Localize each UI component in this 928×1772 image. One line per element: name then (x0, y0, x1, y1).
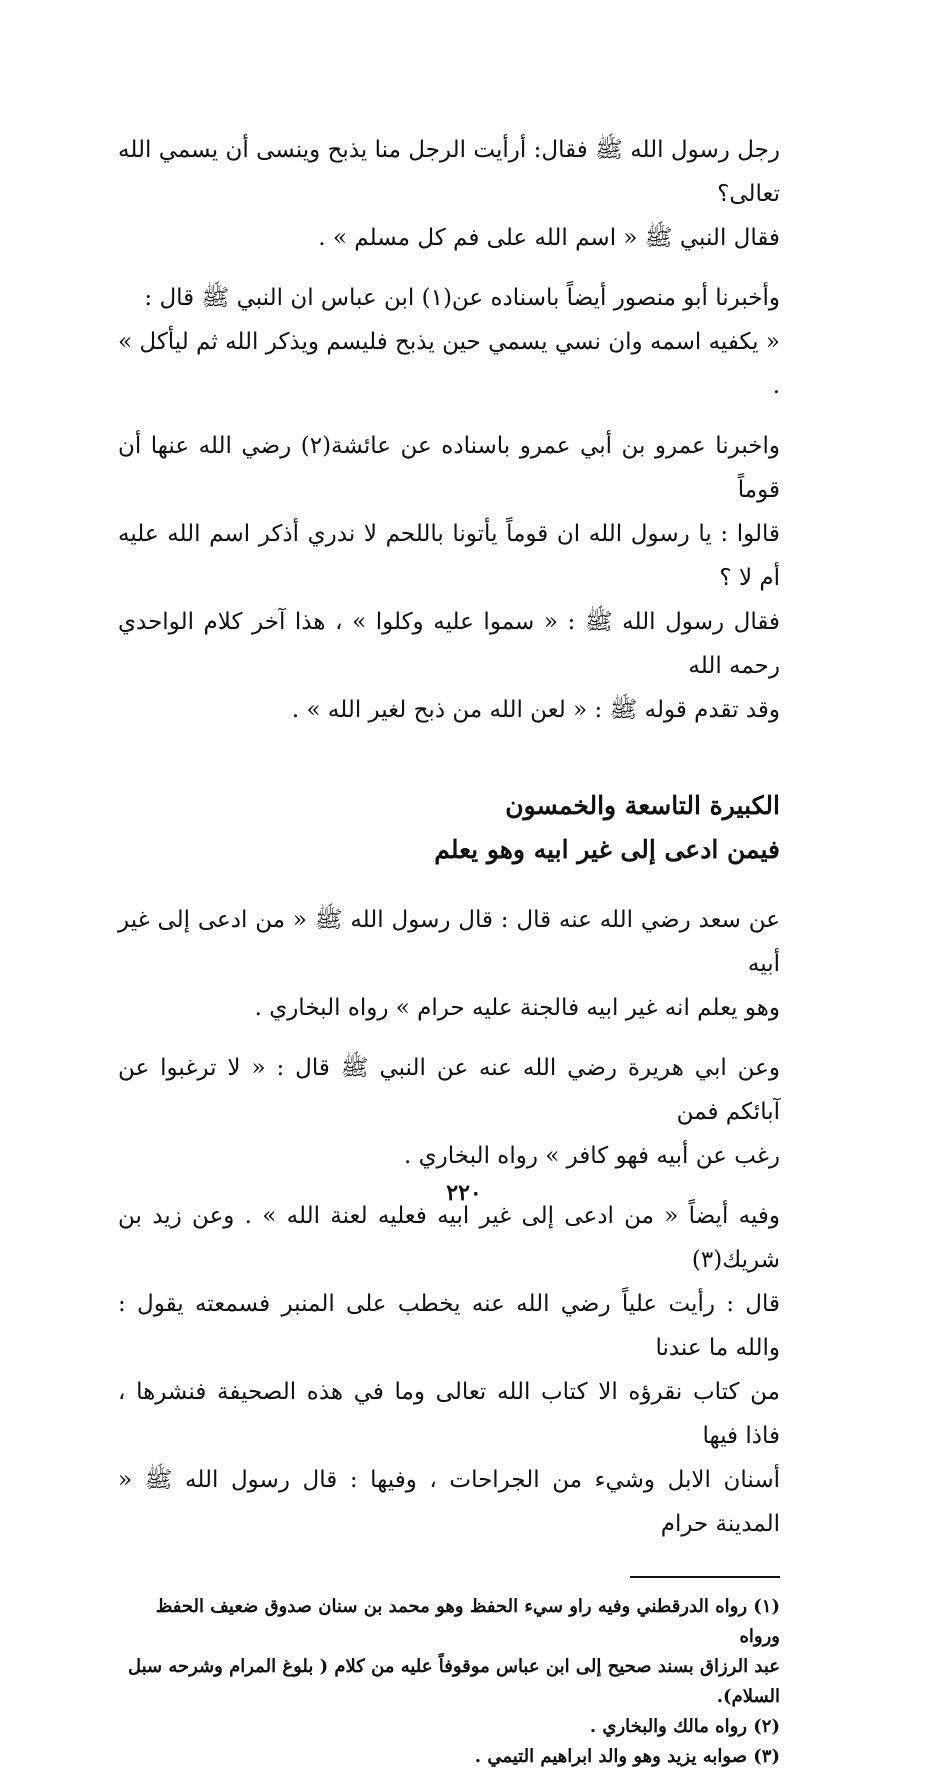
section-heading (118, 784, 780, 872)
paragraph (118, 276, 780, 408)
text-line: رجل رسول الله ﷺ فقال: أرأيت الرجل منا يذبح وينسى أن يسمي الله تعالى؟ (118, 137, 780, 207)
text-line: واخبرنا عمرو بن أبي عمرو باسناده عن عائشة(٢) رضي الله عنها أن قوماً (118, 433, 780, 503)
text-line: فقال رسول الله ﷺ : « سموا عليه وكلوا » ، هذا آخر كلام الواحدي رحمه الله (118, 609, 780, 679)
text-line: قال : رأيت علياً رضي الله عنه يخطب على المنبر فسمعته يقول : والله ما عندنا (118, 1291, 780, 1361)
page-number: ٢٢٠ (446, 1180, 482, 1206)
paragraph (118, 898, 780, 1030)
text-line: وعن ابي هريرة رضي الله عنه عن النبي ﷺ قال : « لا ترغبوا عن آبائكم فمن (118, 1055, 780, 1125)
text-line: رغب عن أبيه فهو كافر » رواه البخاري . (404, 1143, 780, 1169)
paragraph (118, 1046, 780, 1178)
section-title: الكبيرة التاسعة والخمسون (505, 791, 780, 820)
text-line: قالوا : يا رسول الله ان قوماً يأتونا باللحم لا ندري أذكر اسم الله عليه أم لا ؟ (118, 521, 780, 591)
text-line: وهو يعلم انه غير ابيه فالجنة عليه حرام » رواه البخاري . (254, 995, 780, 1021)
text-line: فقال النبي ﷺ « اسم الله على فم كل مسلم » . (318, 225, 780, 251)
paragraph (118, 1194, 780, 1546)
text-line: وفيه أيضاً « من ادعى إلى غير ابيه فعليه لعنة الله » . وعن زيد بن شريك(٣) (118, 1203, 780, 1273)
section-subtitle: فيمن ادعى إلى غير ابيه وهو يعلم (434, 835, 780, 864)
footnote-line: (١) رواه الدرقطني وفيه راو سيء الحفظ وهو محمد بن سنان صدوق ضعيف الحفظ ورواه (155, 1596, 780, 1647)
text-line: وأخبرنا أبو منصور أيضاً باسناده عن(١) ابن عباس ان النبي ﷺ قال : (144, 285, 780, 311)
paragraph (118, 424, 780, 732)
footnotes (118, 1592, 780, 1772)
text-line: عن سعد رضي الله عنه قال : قال رسول الله ﷺ « من ادعى إلى غير أبيه (118, 907, 780, 977)
footnote-divider (630, 1576, 780, 1578)
paragraph (118, 128, 780, 260)
footnote-line: عبد الرزاق بسند صحيح إلى ابن عباس موقوفاً عليه من كلام ( بلوغ المرام وشرحه سبل السلام). (127, 1656, 780, 1707)
text-line: وقد تقدم قوله ﷺ : « لعن الله من ذبح لغير الله » . (291, 697, 780, 723)
text-line: « يكفيه اسمه وان نسي يسمي حين يذبح فليسم ويذكر الله ثم ليأكل » . (118, 329, 780, 399)
footnote-line: (٣) صوابه يزيد وهو والد ابراهيم التيمي . (474, 1746, 780, 1767)
text-line: من كتاب نقرؤه الا كتاب الله تعالى وما في هذه الصحيفة فنشرها ، فاذا فيها (118, 1379, 780, 1449)
text-line: أسنان الابل وشيء من الجراحات ، وفيها : قال رسول الله ﷺ « المدينة حرام (118, 1467, 780, 1537)
footnote-line: (٢) رواه مالك والبخاري . (589, 1716, 780, 1737)
